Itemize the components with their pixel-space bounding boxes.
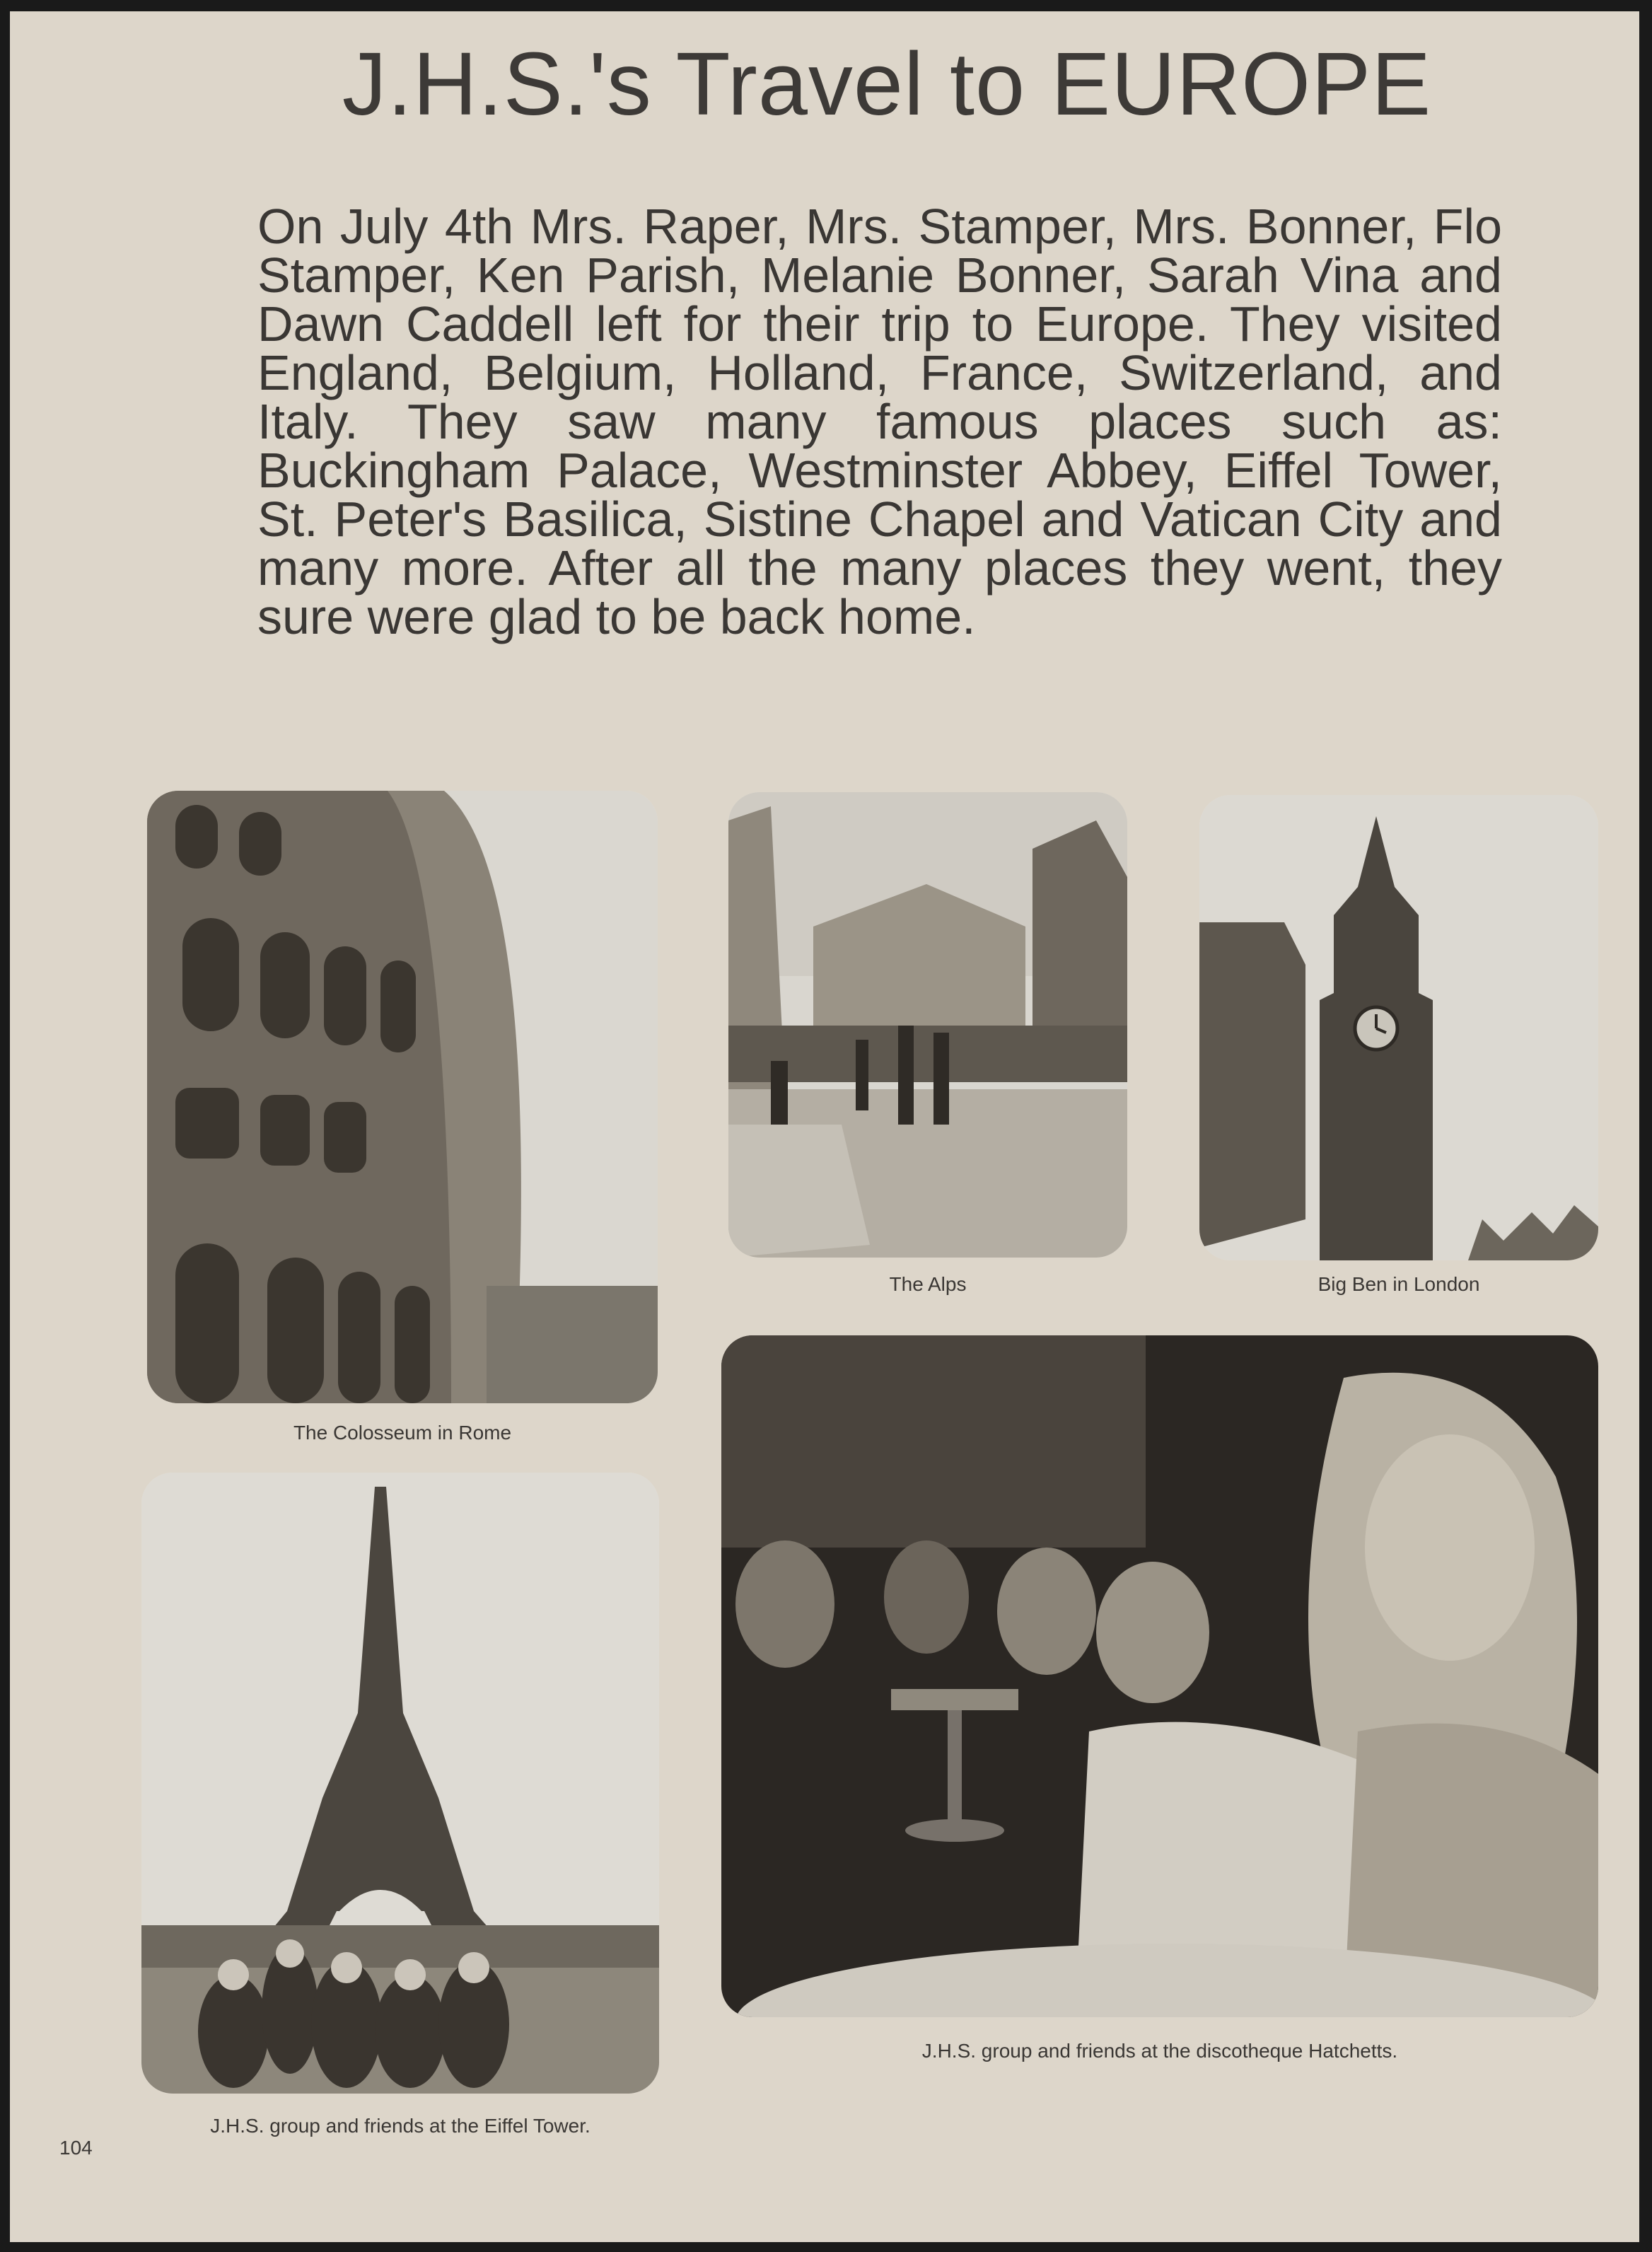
alps-caption: The Alps xyxy=(889,1273,967,1295)
page-number: 104 xyxy=(59,2137,93,2159)
eiffel-tower-caption: J.H.S. group and friends at the Eiffel Tower. xyxy=(210,2115,591,2137)
yearbook-page xyxy=(10,11,1639,2242)
alps-photo xyxy=(728,792,1127,1258)
colosseum-caption: The Colosseum in Rome xyxy=(293,1422,512,1444)
discotheque-photo xyxy=(721,1335,1598,2017)
big-ben-caption: Big Ben in London xyxy=(1317,1273,1480,1295)
discotheque-caption: J.H.S. group and friends at the discotheque Hatchetts. xyxy=(921,2040,1398,2062)
intro-paragraph: On July 4th Mrs. Raper, Mrs. Stamper, Mrs. Bonner, Flo Stamper, Ken Parish, Melanie Bonner, Sarah Vina and Dawn Caddell left for their trip to Europe. They visited England, Belgium, Holland, France, Switzerland, and Italy. They saw many famous places such as: Buckingham Palace, Westminster Abbey, Eiffel Tower, St. Peter's Basilica, Sistine Chapel and Vatican City and many more. After all the many places they went, they sure were glad to be back home. xyxy=(257,199,1502,644)
page-title: J.H.S.'s Travel to EUROPE xyxy=(342,34,1432,134)
eiffel-tower-photo xyxy=(141,1473,659,2094)
big-ben-photo xyxy=(1199,795,1598,1260)
colosseum-photo xyxy=(147,791,658,1403)
